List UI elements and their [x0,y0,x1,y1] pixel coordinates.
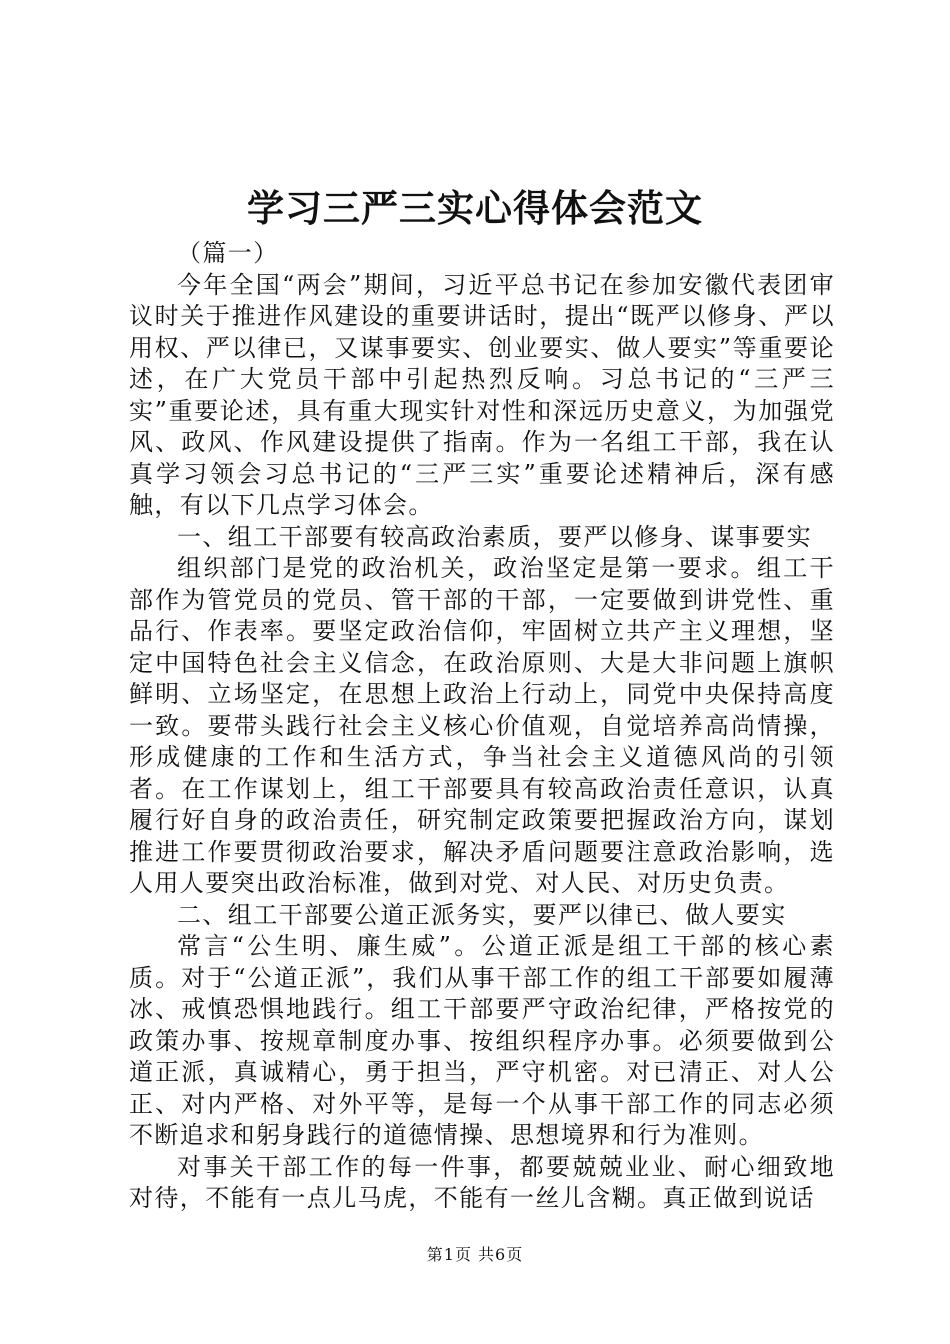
paragraph: 组织部门是党的政治机关，政治坚定是第一要求。组工干部作为管党员的党员、管干部的干部，一定要做到讲党性、重品行、作表率。要坚定政治信仰，牢固树立共产主义理想，坚定中国特色社会主义信念，在政治原则、大是大非问题上旗帜鲜明、立场坚定，在思想上政治上行动上，同党中央保持高度一致。要带头践行社会主义核心价值观，自觉培养高尚情操，形成健康的工作和生活方式，争当社会主义道德风尚的引领者。在工作谋划上，组工干部要具有较高政治责任意识，认真履行好自身的政治责任，研究制定政策要把握政治方向，谋划推进工作要贯彻政治要求，解决矛盾问题要注意政治影响，选人用人要突出政治标准，做到对党、对人民、对历史负责。 [129,554,835,897]
paragraph: 对事关干部工作的每一件事，都要兢兢业业、耐心细致地对待，不能有一点儿马虎，不能有一丝儿含糊。真正做到说话 [129,1152,835,1212]
section-heading: 一、组工干部要有较高政治素质，要严以修身、谋事要实 [177,522,812,551]
paragraph: 今年全国“两会”期间，习近平总书记在参加安徽代表团审议时关于推进作风建设的重要讲话时，提出“既严以修身、严以用权、严以律已，又谋事要实、创业要实、做人要实”等重要论述，在广大党员干部中引起热烈反响。习总书记的“三严三实”重要论述，具有重大现实针对性和深远历史意义，为加强党风、政风、作风建设提供了指南。作为一名组工干部，我在认真学习领会习总书记的“三严三实”重要论述精神后，深有感触，有以下几点学习体会。 [129,270,835,519]
paragraph: 常言“公生明、廉生威”。公道正派是组工干部的核心素质。对于“公道正派”，我们从事干部工作的组工干部要如履薄冰、戒慎恐惧地践行。组工干部要严守政治纪律，严格按党的政策办事、按规章制度办事、按组织程序办事。必须要做到公道正派，真诚精心，勇于担当，严守机密。对已清正、对人公正、对内严格、对外平等，是每一个从事干部工作的同志必须不断追求和躬身践行的道德情操、思想境界和行为准则。 [129,932,835,1149]
document-title: 学习三严三实心得体会范文 [247,186,703,230]
document-body [129,238,835,1215]
section-heading: 二、组工干部要公道正派务实，要严以律已、做人要实 [177,900,787,929]
page-number-footer: 第1页 共6页 [426,1245,524,1264]
section-label: （篇一） [177,239,279,267]
